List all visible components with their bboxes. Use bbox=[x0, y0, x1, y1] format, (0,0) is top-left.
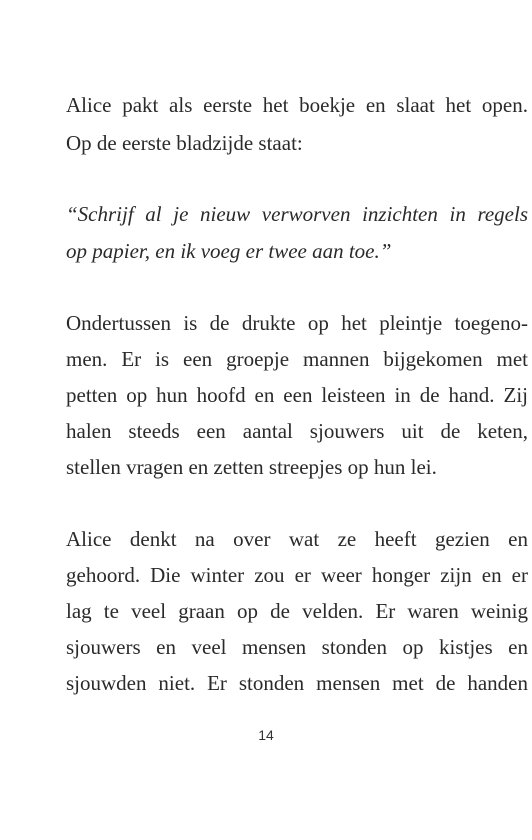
text-line: lag te veel graan op de velden. Er waren weinig bbox=[66, 599, 528, 623]
page-number: 14 bbox=[258, 727, 274, 743]
text-line: halen steeds een aantal sjouwers uit de keten, bbox=[66, 419, 528, 443]
text-line: sjouwers en veel mensen stonden op kistjes en bbox=[66, 635, 528, 659]
quote-line: “Schrijf al je nieuw verworven inzichten in regels bbox=[66, 202, 528, 226]
text-line: Op de eerste bladzijde staat: bbox=[66, 131, 303, 155]
text-line: Alice denkt na over wat ze heeft gezien en bbox=[66, 527, 528, 551]
text-line: sjouwden niet. Er stonden mensen met de handen bbox=[66, 671, 528, 695]
text-line: Ondertussen is de drukte op het pleintje toegeno- bbox=[66, 311, 528, 335]
quote-line: op papier, en ik voeg er twee aan toe.” bbox=[66, 239, 392, 263]
text-line: petten op hun hoofd en een leisteen in de hand. Zij bbox=[66, 383, 528, 407]
text-line: stellen vragen en zetten streepjes op hun lei. bbox=[66, 455, 437, 479]
text-line: Alice pakt als eerste het boekje en slaat het open. bbox=[66, 93, 528, 117]
text-line: gehoord. Die winter zou er weer honger zijn en er bbox=[66, 563, 528, 587]
text-line: men. Er is een groepje mannen bijgekomen met bbox=[66, 347, 528, 371]
